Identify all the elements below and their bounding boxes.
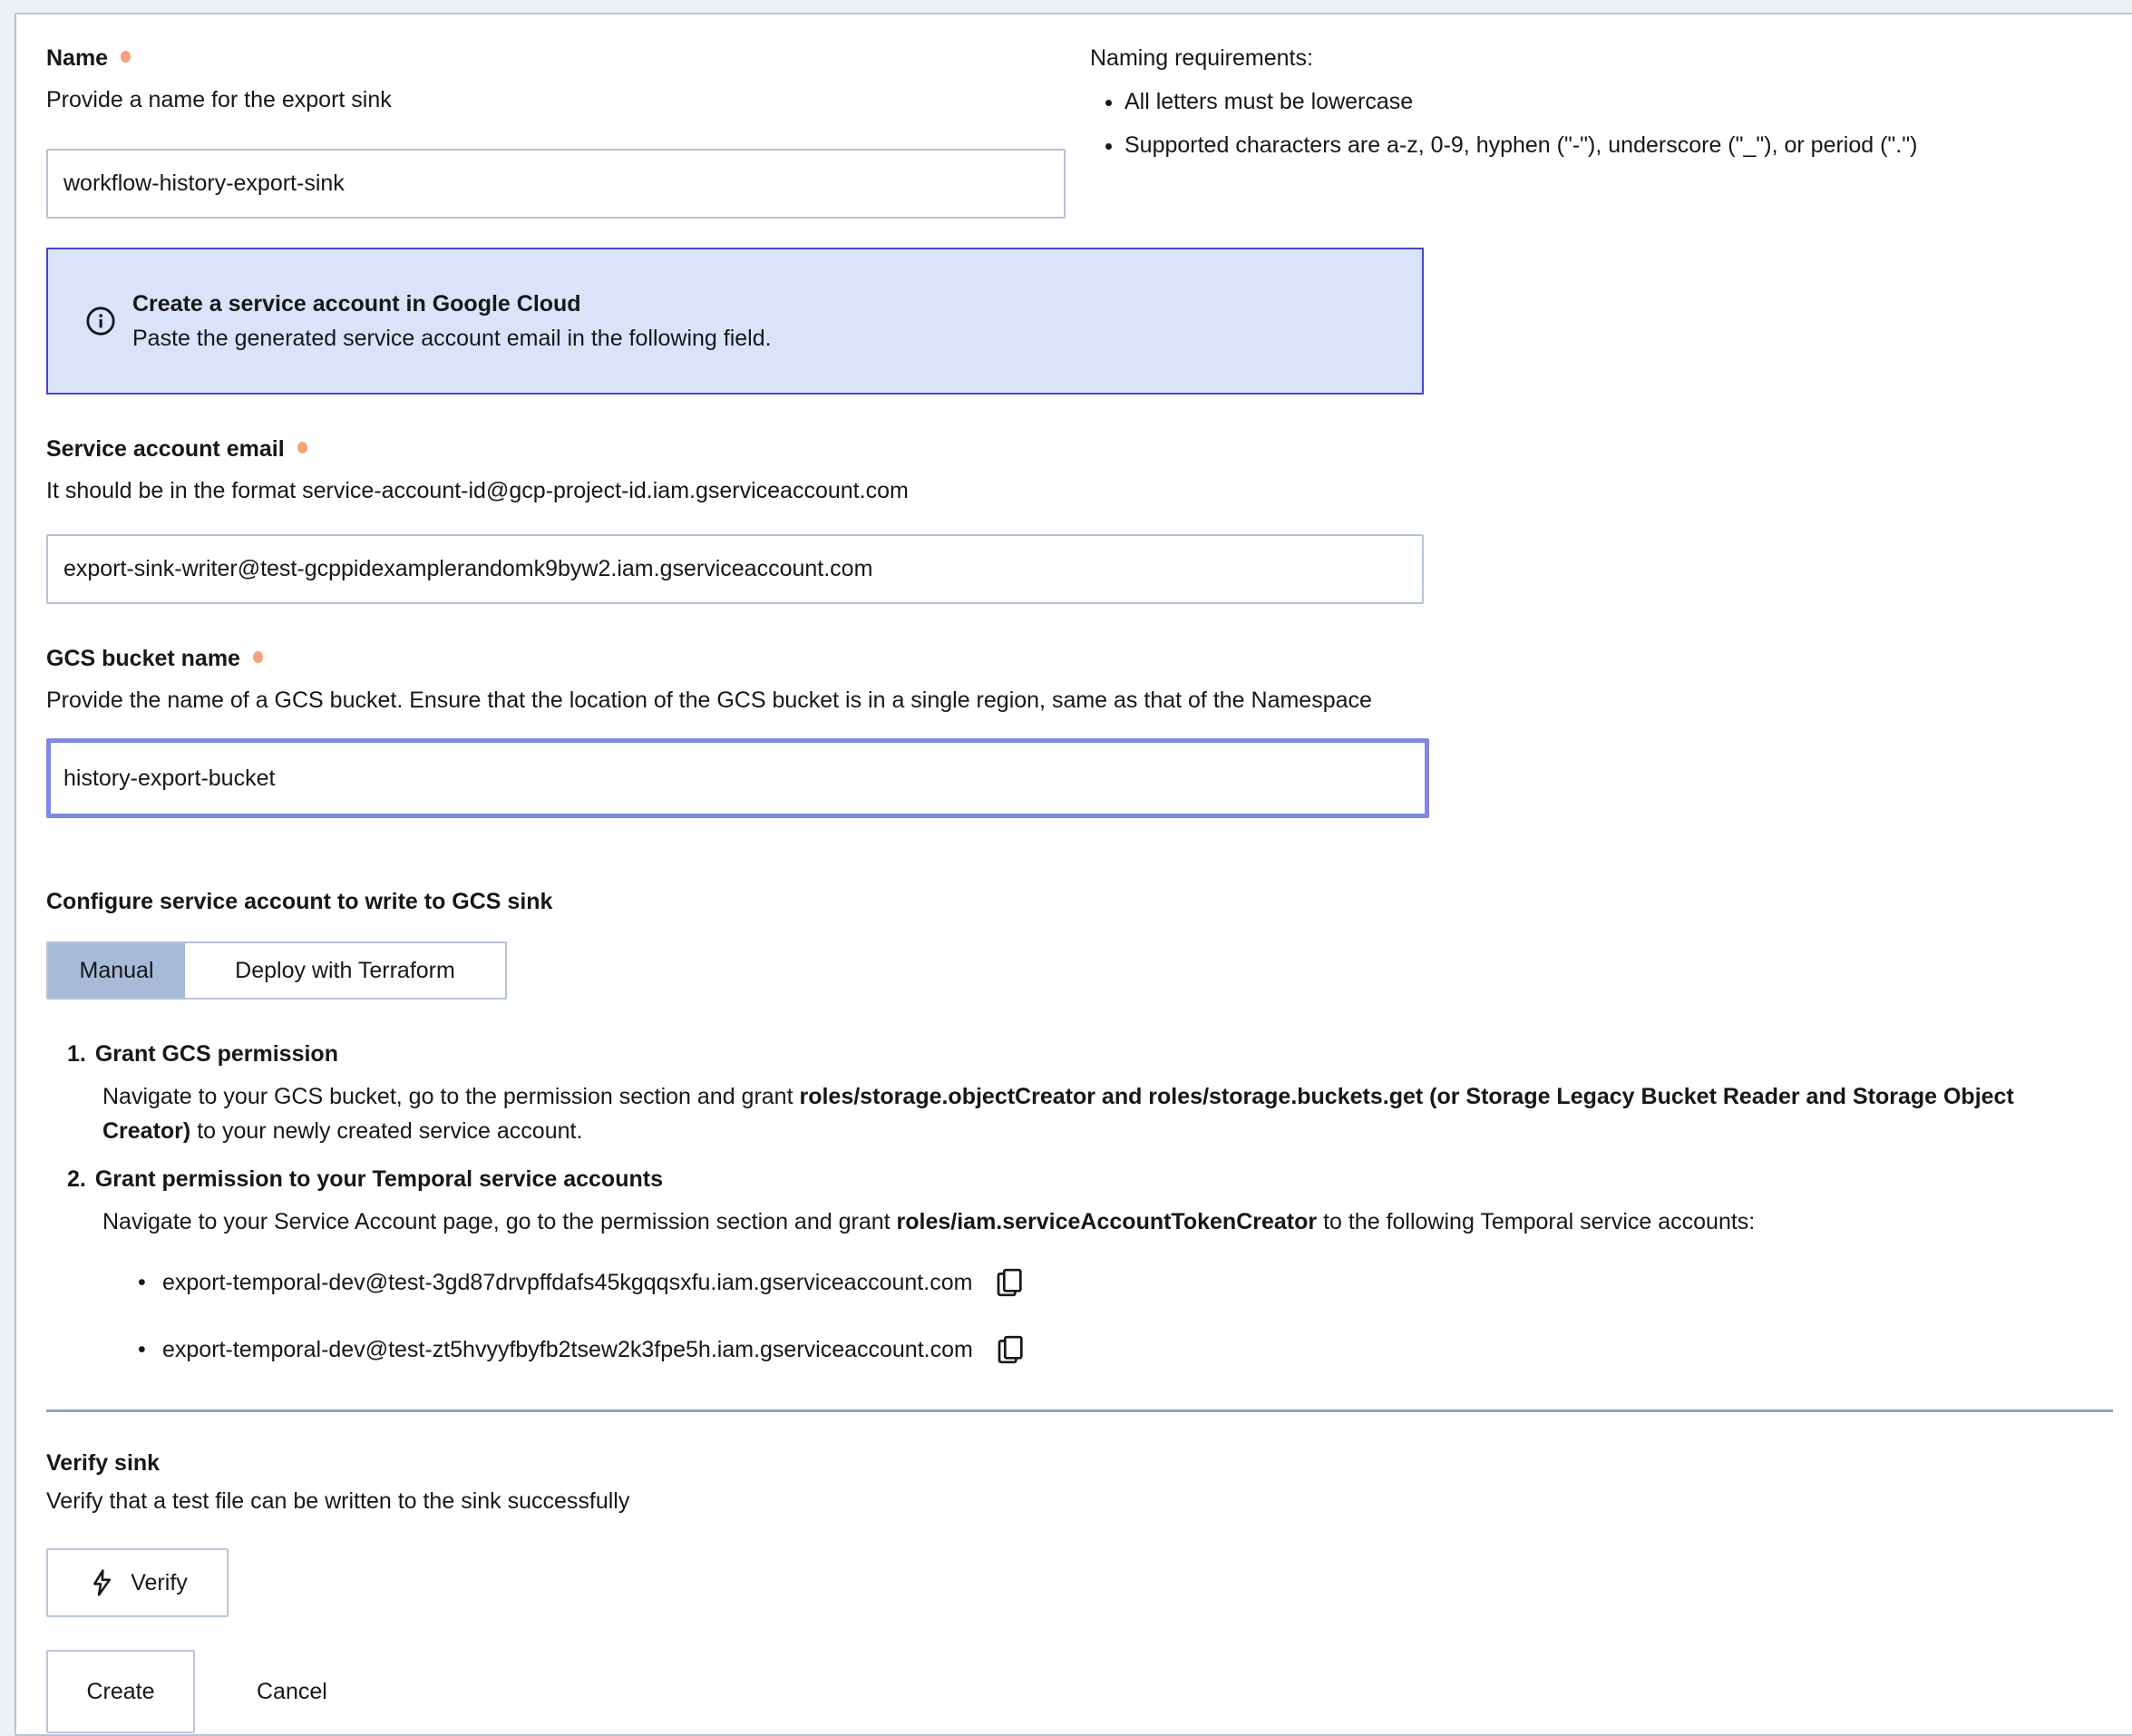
step-1-body-text: Navigate to your GCS bucket, go to the permission section and grant (102, 1084, 800, 1109)
step-1-number: 1. (67, 1041, 86, 1067)
verify-sink-description: Verify that a test file can be written to the sink successfully (46, 1488, 630, 1514)
naming-requirements-list (1090, 85, 2132, 161)
verify-sink-title: Verify sink (46, 1450, 161, 1476)
service-account-label-row (46, 433, 2132, 465)
instruction-steps (46, 1038, 2132, 1368)
info-icon (85, 306, 116, 336)
copy-icon (993, 1265, 1026, 1300)
info-banner (46, 248, 1424, 395)
name-label-row (46, 42, 1066, 74)
tab-manual[interactable]: Manual (48, 943, 185, 998)
step-2-body-suffix: to the following Temporal service accounts: (1317, 1209, 1756, 1234)
step-2-body-text: Navigate to your Service Account page, go to the permission section and grant (102, 1209, 897, 1234)
temporal-service-account-row (138, 1331, 2132, 1368)
lightning-icon (87, 1568, 116, 1597)
gcs-bucket-name-input[interactable] (46, 738, 1429, 818)
copy-icon (994, 1332, 1027, 1367)
footer-actions (46, 1650, 2132, 1733)
naming-requirement-item: • All letters must be lowercase (1124, 85, 2132, 118)
name-label: Name (46, 45, 109, 71)
step-1-body-bold: roles/storage.objectCreator and roles/storage.buckets.get (or Storage Legacy Bucket Reader and Storage Object Creator) (102, 1084, 2014, 1144)
verify-button[interactable] (46, 1548, 229, 1617)
cancel-button[interactable]: Cancel (233, 1650, 351, 1733)
naming-requirement-item: • Supported characters are a-z, 0-9, hyphen ("-"), underscore ("_"), or period (".") (1124, 129, 2132, 161)
step-2-number: 2. (67, 1166, 86, 1192)
bullet-icon: • (138, 1270, 146, 1295)
tab-deploy-with-terraform[interactable]: Deploy with Terraform (185, 943, 505, 998)
step-2-title: 2. Grant permission to your Temporal service accounts (67, 1163, 2132, 1195)
bullet-icon: • (138, 1337, 146, 1362)
required-dot-icon (297, 442, 307, 454)
create-button[interactable]: Create (46, 1650, 195, 1733)
step-2-body-bold: roles/iam.serviceAccountTokenCreator (896, 1209, 1318, 1234)
service-account-description: It should be in the format service-account-id@gcp-project-id.iam.gserviceaccount.com (46, 478, 909, 503)
export-sink-form-panel (15, 13, 2132, 1736)
step-2-body (102, 1204, 2079, 1239)
name-description: Provide a name for the export sink (46, 87, 392, 112)
bucket-label: GCS bucket name (46, 646, 240, 671)
name-input[interactable] (46, 149, 1066, 219)
info-banner-title: Create a service account in Google Cloud (132, 291, 581, 317)
step-1-body (102, 1079, 2079, 1148)
bucket-description: Provide the name of a GCS bucket. Ensure that the location of the GCS bucket is in a single region, same as that of the Namespace (46, 688, 1372, 713)
copy-email-button[interactable] (993, 1331, 1027, 1368)
service-account-email-input[interactable] (46, 534, 1424, 604)
name-section (46, 42, 2132, 219)
section-divider (46, 1409, 2113, 1412)
info-banner-text (132, 287, 772, 356)
step-1-title: 1. Grant GCS permission (67, 1038, 2132, 1070)
deploy-method-tabs (46, 941, 507, 1000)
required-dot-icon (121, 51, 131, 63)
info-banner-body: Paste the generated service account email in the following field. (132, 326, 772, 351)
temporal-service-account-email: export-temporal-dev@test-3gd87drvpffdafs45kgqqsxfu.iam.gserviceaccount.com (162, 1270, 973, 1295)
name-field-group (46, 42, 1066, 219)
naming-requirements (1090, 42, 2132, 161)
temporal-service-account-email: export-temporal-dev@test-zt5hvyyfbyfb2tsew2k3fpe5h.iam.gserviceaccount.com (162, 1337, 973, 1362)
naming-requirements-title: Naming requirements: (1090, 45, 1313, 71)
required-dot-icon (253, 651, 263, 663)
bucket-label-row (46, 642, 2132, 675)
step-1-body-suffix: to your newly created service account. (190, 1118, 583, 1144)
verify-button-label: Verify (131, 1569, 188, 1595)
copy-email-button[interactable] (992, 1264, 1027, 1301)
service-account-label: Service account email (46, 436, 285, 462)
configure-section-title: Configure service account to write to GCS sink (46, 889, 553, 914)
temporal-service-account-row (138, 1264, 2132, 1301)
